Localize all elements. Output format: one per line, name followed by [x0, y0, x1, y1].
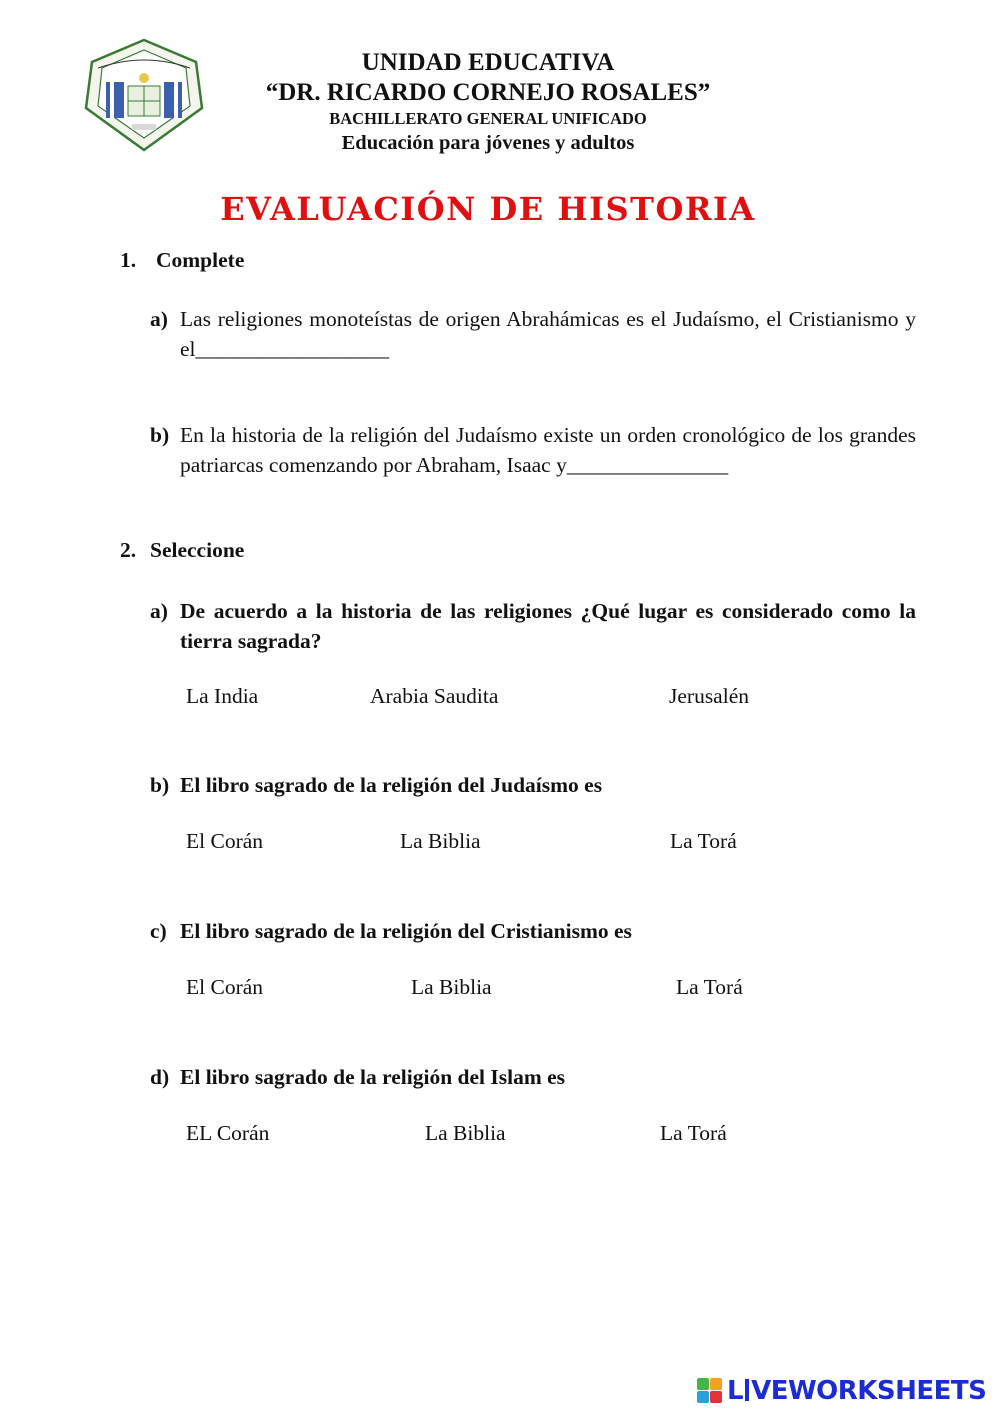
option-el-coran[interactable]: EL Corán	[186, 1121, 270, 1145]
option-el-coran[interactable]: El Corán	[186, 975, 264, 999]
brand-prefix: L	[727, 1376, 744, 1406]
option-arabia-saudita[interactable]: Arabia Saudita	[370, 684, 499, 708]
school-type: UNIDAD EDUCATIVA	[361, 49, 615, 76]
section-1-heading	[120, 248, 244, 273]
option-el-coran[interactable]: El Corán	[186, 829, 264, 853]
school-crest-logo	[84, 38, 204, 152]
section-title: Seleccione	[150, 538, 245, 562]
option-la-biblia[interactable]: La Biblia	[400, 829, 481, 853]
question-text: De acuerdo a la historia de las religiones ¿Qué lugar es considerado como la tierra sagrada?	[180, 599, 916, 653]
program-subtitle: Educación para jóvenes y adultos	[341, 132, 635, 154]
option-la-tora[interactable]: La Torá	[660, 1121, 727, 1145]
option-la-india[interactable]: La India	[186, 684, 259, 708]
question-2b	[150, 770, 916, 800]
question-text: En la historia de la religión del Judaísmo existe un orden cronológico de los grandes patriarcas comenzando por Abraham, Isaac y_______________	[180, 423, 916, 477]
section-number: 1.	[120, 248, 137, 272]
liveworksheets-logo	[727, 1376, 986, 1406]
question-label: c)	[150, 919, 167, 943]
question-label: b)	[150, 773, 170, 797]
liveworksheets-icon	[697, 1378, 723, 1406]
section-2-heading	[120, 538, 244, 563]
section-title: Complete	[156, 248, 245, 272]
question-label: d)	[150, 1065, 170, 1089]
school-header	[200, 48, 776, 156]
question-text: El libro sagrado de la religión del Cristianismo es	[180, 919, 632, 943]
option-la-tora[interactable]: La Torá	[676, 975, 743, 999]
question-2d	[150, 1062, 916, 1092]
school-name: “DR. RICARDO CORNEJO ROSALES”	[265, 79, 711, 106]
question-text: El libro sagrado de la religión del Islam es	[180, 1065, 566, 1089]
question-text: Las religiones monoteístas de origen Abrahámicas es el Judaísmo, el Cristianismo y el__________________	[180, 307, 916, 361]
question-1b	[150, 420, 916, 480]
brand-rest: VEWORKSHEETS	[751, 1376, 987, 1406]
section-number: 2.	[120, 538, 137, 562]
option-la-biblia[interactable]: La Biblia	[411, 975, 492, 999]
question-1a	[150, 304, 916, 364]
question-2a	[150, 596, 916, 656]
question-label: a)	[150, 599, 168, 623]
question-2c	[150, 916, 916, 946]
option-jerusalen[interactable]: Jerusalén	[669, 684, 749, 708]
page-title: EVALUACIÓN DE HISTORIA	[220, 190, 756, 228]
question-text: El libro sagrado de la religión del Judaísmo es	[180, 773, 603, 797]
option-la-biblia[interactable]: La Biblia	[425, 1121, 506, 1145]
program-name: BACHILLERATO GENERAL UNIFICADO	[329, 109, 647, 128]
question-label: a)	[150, 307, 168, 331]
option-la-tora[interactable]: La Torá	[670, 829, 737, 853]
liveworksheets-watermark	[697, 1376, 997, 1410]
question-label: b)	[150, 423, 170, 447]
